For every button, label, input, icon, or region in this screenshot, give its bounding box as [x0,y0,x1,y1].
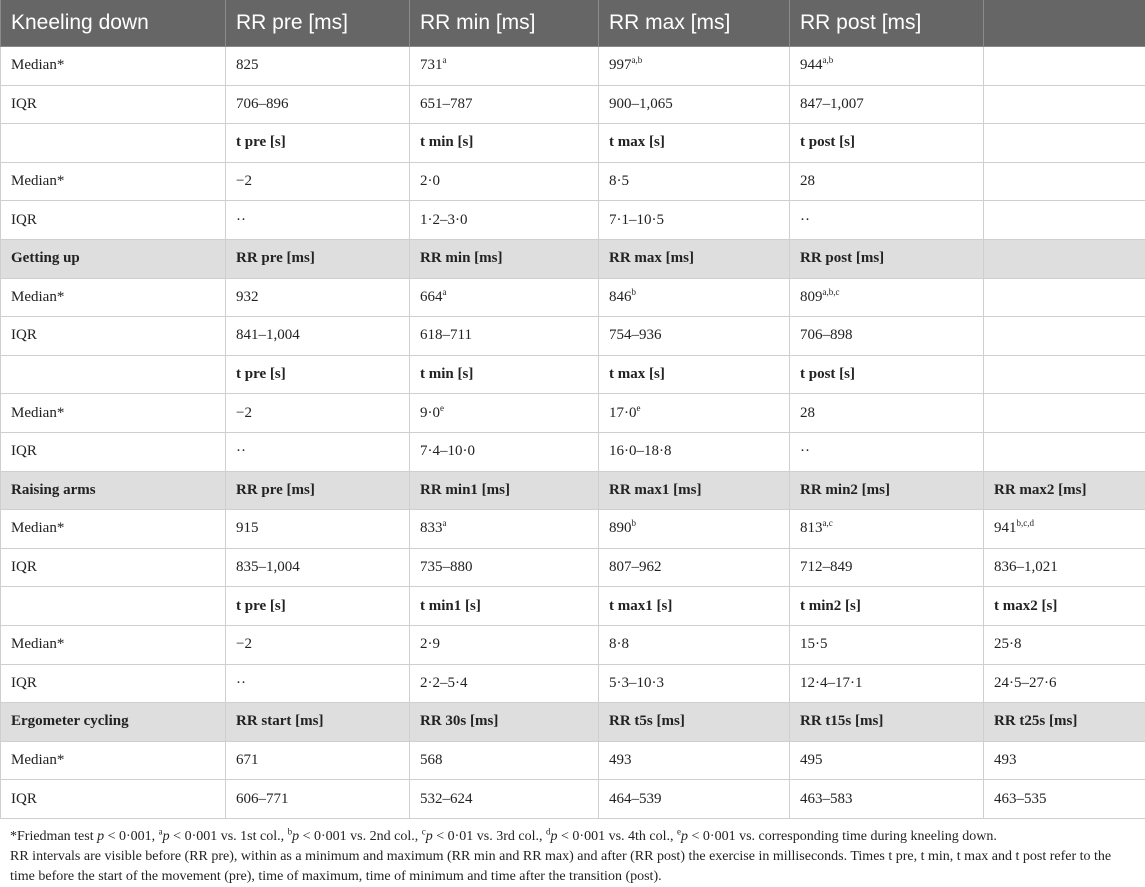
table-cell: 28 [790,394,984,433]
table-row [1,47,1145,86]
table-cell: 464–539 [599,780,790,819]
table-cell: IQR [1,85,226,124]
subheader-row [1,587,1145,626]
table-cell: 841–1,004 [226,317,410,356]
table-row [1,394,1145,433]
table-cell: 16·0–18·8 [599,432,790,471]
table-cell: 8·8 [599,625,790,664]
header-row [1,0,1145,47]
header-cell: RR max [ms] [599,0,790,47]
table-cell: RR max2 [ms] [984,471,1145,510]
header-cell: RR pre [ms] [226,0,410,47]
table-cell: 807–962 [599,548,790,587]
table-cell: RR min [ms] [410,239,599,278]
table-cell: t post [s] [790,124,984,163]
table-cell: 495 [790,741,984,780]
section-header-row [1,703,1145,742]
table-cell: t pre [s] [226,587,410,626]
table-cell: RR max [ms] [599,239,790,278]
table-cell: −2 [226,162,410,201]
table-cell: RR min2 [ms] [790,471,984,510]
significance-marker: a,b,c [823,287,840,297]
table-row [1,201,1145,240]
table-cell: 835–1,004 [226,548,410,587]
table-cell: 836–1,021 [984,548,1145,587]
table-cell [984,355,1145,394]
table-cell: 890$^b$ [599,510,790,549]
table-cell: 706–896 [226,85,410,124]
table-cell [984,394,1145,433]
table-cell: 712–849 [790,548,984,587]
table-cell: 809$^{a,b,c}$ [790,278,984,317]
table-cell: 825 [226,47,410,86]
table-cell: IQR [1,432,226,471]
table-cell: 463–535 [984,780,1145,819]
table-cell: 618–711 [410,317,599,356]
table-cell: Median* [1,510,226,549]
table-row [1,548,1145,587]
subheader-row [1,124,1145,163]
table-cell: t max1 [s] [599,587,790,626]
table-cell: Median* [1,741,226,780]
table-cell: t pre [s] [226,355,410,394]
significance-marker: b [632,518,637,528]
table-cell: Median* [1,47,226,86]
table-row [1,741,1145,780]
table-cell [984,47,1145,86]
significance-marker: a [443,287,447,297]
table-row [1,317,1145,356]
table-cell: 651–787 [410,85,599,124]
table-cell: 1·2–3·0 [410,201,599,240]
table-cell [1,355,226,394]
footnote-significance: *Friedman test p < 0·001, $^a$p < 0·001 vs. 1st col., $^b$p < 0·001 vs. 2nd col., $^c$p < 0·01 vs. 3rd col., $^d$p < 0·001 vs. 4th col., $^e$p < 0·001 vs. corresponding time during kneeling down. [10,827,1138,847]
table-cell: 24·5–27·6 [984,664,1145,703]
table-cell: IQR [1,317,226,356]
table-cell: IQR [1,548,226,587]
header-cell: RR min [ms] [410,0,599,47]
table-cell: 5·3–10·3 [599,664,790,703]
table-cell: RR t5s [ms] [599,703,790,742]
significance-marker: a [443,518,447,528]
table-cell: 7·4–10·0 [410,432,599,471]
table-cell: Median* [1,394,226,433]
table-cell: ·· [790,201,984,240]
table-cell: Median* [1,278,226,317]
table-cell: 12·4–17·1 [790,664,984,703]
table-cell: ·· [790,432,984,471]
table-cell: RR 30s [ms] [410,703,599,742]
table-cell [984,85,1145,124]
table-cell: 28 [790,162,984,201]
table-cell: 493 [599,741,790,780]
table-row [1,432,1145,471]
table-cell: $17\cdot 0^e$ [599,394,790,433]
significance-marker: a,c [823,518,833,528]
table-cell: 568 [410,741,599,780]
table-row [1,664,1145,703]
significance-marker: e [637,403,641,413]
table-cell: IQR [1,201,226,240]
table-row [1,162,1145,201]
table-cell: 813$^{a,c}$ [790,510,984,549]
table-cell: RR pre [ms] [226,239,410,278]
table-cell: ·· [226,664,410,703]
significance-marker: b [632,287,637,297]
table-cell: $9\cdot 0^e$ [410,394,599,433]
section-header-row [1,239,1145,278]
table-cell: 833$^a$ [410,510,599,549]
table-cell: 671 [226,741,410,780]
table-cell: ·· [226,201,410,240]
section-header-row [1,471,1145,510]
table-cell: 8·5 [599,162,790,201]
table-cell: t pre [s] [226,124,410,163]
table-cell: 493 [984,741,1145,780]
table-cell: 846$^b$ [599,278,790,317]
table-cell: IQR [1,780,226,819]
table-cell: Ergometer cycling [1,703,226,742]
table-cell: t post [s] [790,355,984,394]
table-cell: t min [s] [410,124,599,163]
subheader-row [1,355,1145,394]
table-row [1,85,1145,124]
table-cell: −2 [226,625,410,664]
header-cell [984,0,1145,47]
table-cell [984,201,1145,240]
table-footnotes [10,827,1138,887]
table-cell: 900–1,065 [599,85,790,124]
table-cell [1,587,226,626]
table-cell: t max2 [s] [984,587,1145,626]
table-cell: 932 [226,278,410,317]
table-cell: ·· [226,432,410,471]
table-cell [984,162,1145,201]
table-cell [984,317,1145,356]
table-cell: 706–898 [790,317,984,356]
table-cell: Median* [1,625,226,664]
table-row [1,780,1145,819]
table-cell: IQR [1,664,226,703]
table-cell: RR post [ms] [790,239,984,278]
table-cell: 941$^{b,c,d}$ [984,510,1145,549]
table-cell [984,432,1145,471]
table-cell: 7·1–10·5 [599,201,790,240]
table-cell: 944$^{a,b}$ [790,47,984,86]
table-cell: RR t25s [ms] [984,703,1145,742]
table-cell: Median* [1,162,226,201]
table-cell [984,239,1145,278]
table-cell: t max [s] [599,124,790,163]
table-cell: 731$^a$ [410,47,599,86]
table-cell: RR pre [ms] [226,471,410,510]
table-cell: 25·8 [984,625,1145,664]
table-cell: 463–583 [790,780,984,819]
table-cell: 15·5 [790,625,984,664]
table-cell: 735–880 [410,548,599,587]
table-row [1,625,1145,664]
table-cell: RR min1 [ms] [410,471,599,510]
table-cell: 2·0 [410,162,599,201]
significance-marker: a,b [632,55,643,65]
table-cell: 2·9 [410,625,599,664]
table-cell: 847–1,007 [790,85,984,124]
table-cell: RR t15s [ms] [790,703,984,742]
table-body [1,0,1145,818]
table-cell: 606–771 [226,780,410,819]
table-cell: t min [s] [410,355,599,394]
table-cell: 754–936 [599,317,790,356]
header-cell: RR post [ms] [790,0,984,47]
significance-marker: e [440,403,444,413]
table-cell: t min2 [s] [790,587,984,626]
footnote-description: RR intervals are visible before (RR pre), within as a minimum and maximum (RR min and RR max) and after (RR post) the exercise in milliseconds. Times t pre, t min, t max and t post refer to the time before the start of the movement (pre), time of maximum, time of minimum and time after the transition (post). [10,847,1138,887]
table-cell: 997$^{a,b}$ [599,47,790,86]
table-row [1,510,1145,549]
table-cell: 915 [226,510,410,549]
table-cell: Raising arms [1,471,226,510]
header-cell: Kneeling down [1,0,226,47]
table-cell [1,124,226,163]
table-cell: 532–624 [410,780,599,819]
significance-marker: a,b [823,55,834,65]
significance-marker: a [443,55,447,65]
table-cell: RR start [ms] [226,703,410,742]
table-cell [984,278,1145,317]
table-cell: −2 [226,394,410,433]
table-row [1,278,1145,317]
table-cell: 664$^a$ [410,278,599,317]
table-cell: 2·2–5·4 [410,664,599,703]
table-cell: RR max1 [ms] [599,471,790,510]
table-cell: Getting up [1,239,226,278]
table-cell: t min1 [s] [410,587,599,626]
significance-marker: b,c,d [1017,518,1035,528]
table-cell: t max [s] [599,355,790,394]
table-cell [984,124,1145,163]
